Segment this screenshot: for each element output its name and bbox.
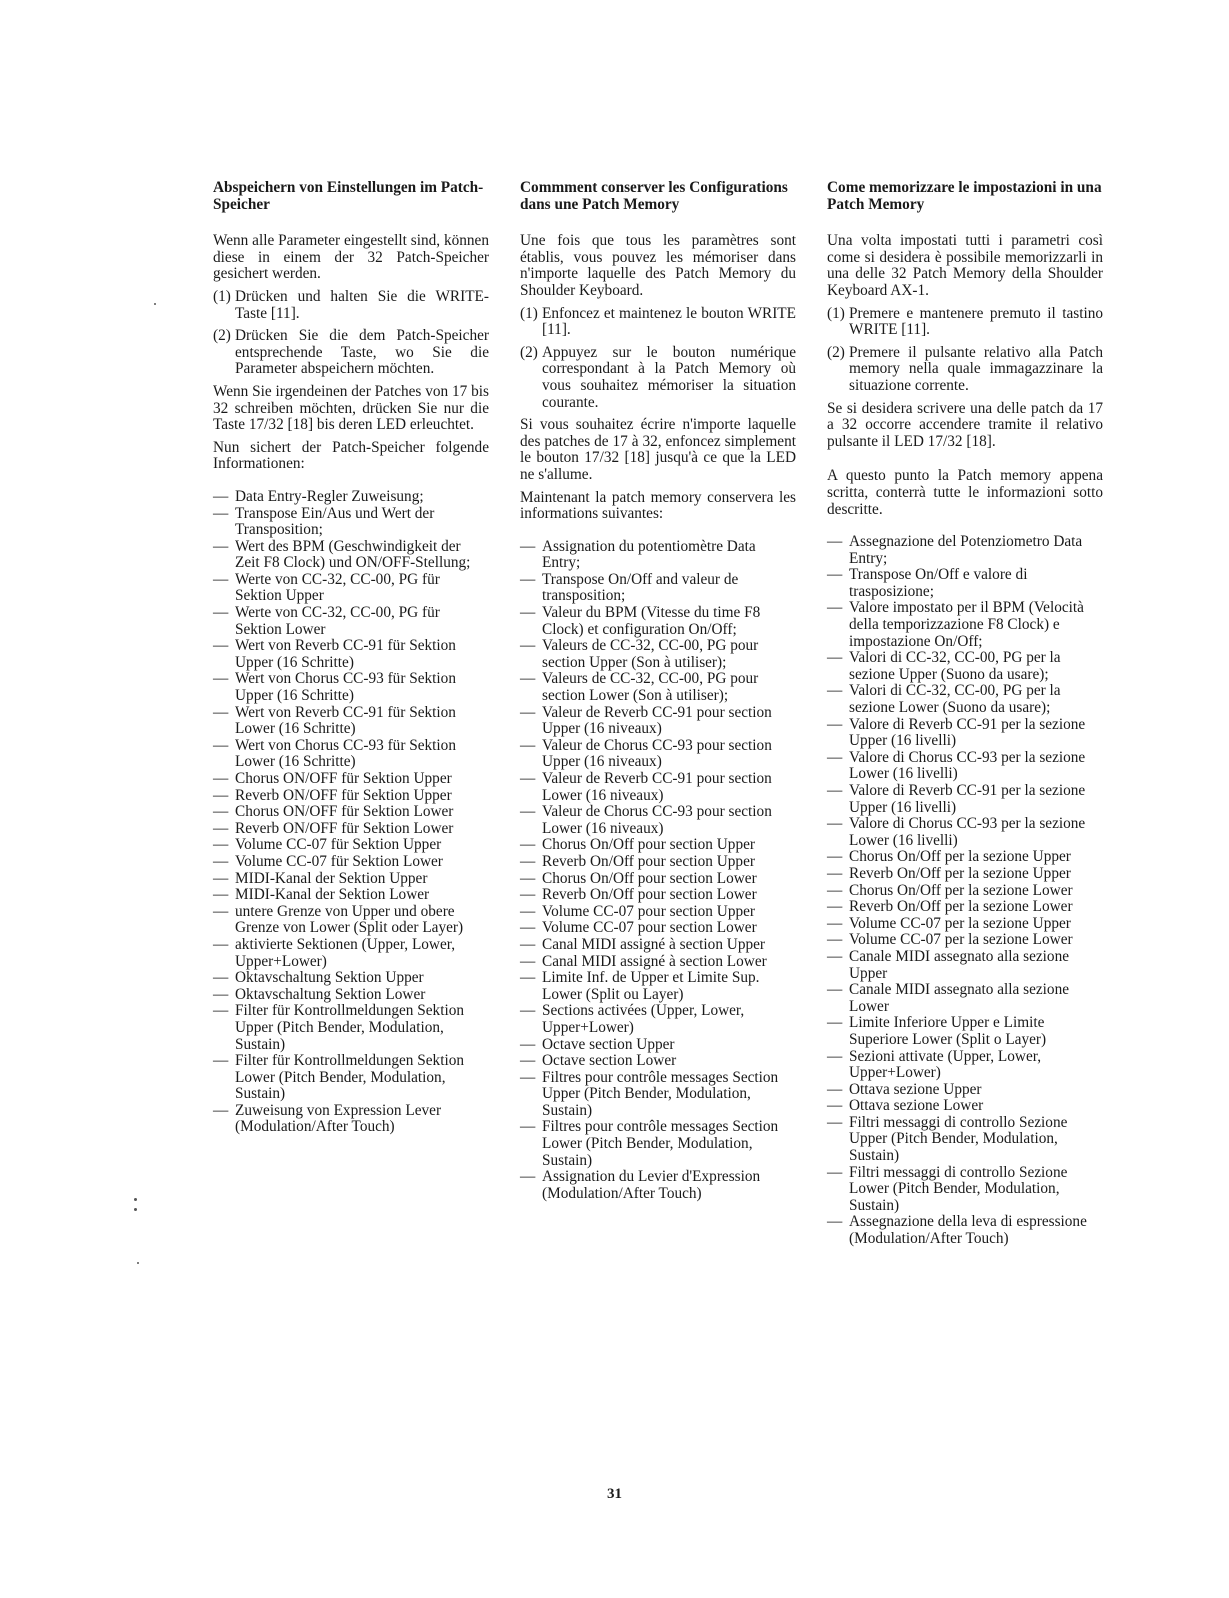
list-item: — Octave section Lower — [520, 1053, 796, 1070]
list-item: — Reverb On/Off pour section Lower — [520, 887, 796, 904]
list-item: — Canal MIDI assigné à section Lower — [520, 954, 796, 971]
list-item: — Volume CC-07 per la sezione Upper — [827, 916, 1103, 933]
list-item: — Valore di Reverb CC-91 per la sezione Upper (16 livelli) — [827, 717, 1103, 750]
list-item: — Filtres pour contrôle messages Section Lower (Pitch Bender, Modulation, Sustain) — [520, 1119, 796, 1169]
info-list — [213, 489, 489, 1136]
list-item: — Reverb ON/OFF für Sektion Upper — [213, 788, 489, 805]
list-item: — Transpose Ein/Aus und Wert der Transposition; — [213, 506, 489, 539]
step-number: (1) — [827, 304, 845, 322]
list-item: — Werte von CC-32, CC-00, PG für Sektion Upper — [213, 572, 489, 605]
page-number: 31 — [607, 1486, 622, 1502]
list-item: — Filter für Kontrollmeldungen Sektion Upper (Pitch Bender, Modulation, Sustain) — [213, 1003, 489, 1053]
note-paragraph: Wenn Sie irgendeinen der Patches von 17 bis 32 schreiben möchten, drücken Sie nur die Taste 17/32 [18] bis deren LED erleuchtet. — [213, 382, 489, 434]
list-item: — Filtri messaggi di controllo Sezione Upper (Pitch Bender, Modulation, Sustain) — [827, 1115, 1103, 1165]
list-item: — Canale MIDI assegnato alla sezione Lower — [827, 982, 1103, 1015]
list-item: — MIDI-Kanal der Sektion Lower — [213, 887, 489, 904]
section-title: Come memorizzare le impostazioni in una Patch Memory — [827, 179, 1102, 213]
intro-paragraph: Wenn alle Parameter eingestellt sind, können diese in einem der 32 Patch-Speicher gesichert werden. — [213, 232, 489, 283]
list-item: — Valeur du BPM (Vitesse du time F8 Clock) et configuration On/Off; — [520, 605, 796, 638]
list-item: — Volume CC-07 pour section Upper — [520, 904, 796, 921]
step-number: (2) — [520, 343, 538, 361]
section-title: Abspeichern von Einstellungen im Patch-Speicher — [213, 179, 484, 213]
list-item: — Reverb ON/OFF für Sektion Lower — [213, 821, 489, 838]
list-item: — Canale MIDI assegnato alla sezione Upper — [827, 949, 1103, 982]
list-item: — Assegnazione del Potenziometro Data Entry; — [827, 534, 1103, 567]
list-item: — Chorus On/Off per la sezione Upper — [827, 849, 1103, 866]
list-item: — Ottava sezione Lower — [827, 1098, 1103, 1115]
step-item — [520, 345, 796, 411]
step-item — [213, 328, 489, 378]
step-item — [520, 306, 796, 339]
list-item: — Valore di Chorus CC-93 per la sezione Lower (16 livelli) — [827, 750, 1103, 783]
list-item: — Wert von Reverb CC-91 für Sektion Lower (16 Schritte) — [213, 705, 489, 738]
list-item: — Chorus ON/OFF für Sektion Upper — [213, 771, 489, 788]
list-item: — Werte von CC-32, CC-00, PG für Sektion Lower — [213, 605, 489, 638]
section-title: Commment conserver les Configurations dans une Patch Memory — [520, 179, 788, 213]
list-item: — Valori di CC-32, CC-00, PG per la sezione Lower (Suono da usare); — [827, 683, 1103, 716]
list-item: — Oktavschaltung Sektion Upper — [213, 970, 489, 987]
list-item: — Chorus On/Off per la sezione Lower — [827, 883, 1103, 900]
list-item: — Assignation du potentiomètre Data Entry; — [520, 539, 796, 572]
list-item: — Chorus On/Off pour section Lower — [520, 871, 796, 888]
list-item: — Wert von Reverb CC-91 für Sektion Upper (16 Schritte) — [213, 638, 489, 671]
list-item: — Transpose On/Off and valeur de transposition; — [520, 572, 796, 605]
list-item: — Volume CC-07 für Sektion Lower — [213, 854, 489, 871]
list-item: — Limite Inferiore Upper e Limite Superiore Lower (Split o Layer) — [827, 1015, 1103, 1048]
list-item: — Sezioni attivate (Upper, Lower, Upper+Lower) — [827, 1049, 1103, 1082]
list-item: — Wert von Chorus CC-93 für Sektion Upper (16 Schritte) — [213, 671, 489, 704]
list-item: — Valore di Reverb CC-91 per la sezione Upper (16 livelli) — [827, 783, 1103, 816]
list-item: — Canal MIDI assigné à section Upper — [520, 937, 796, 954]
list-item: — Valore impostato per il BPM (Velocità della temporizzazione F8 Clock) e impostazione On/Off; — [827, 600, 1103, 650]
intro-paragraph: Una volta impostati tutti i parametri così come si desidera è possibile memorizzarli in una delle 32 Patch Memory della Shoulder Keyboard AX-1. — [827, 232, 1103, 299]
intro-paragraph: Une fois que tous les paramètres sont établis, vous pouvez les mémoriser dans n'importe laquelle des Patch Memory du Shoulder Keyboard. — [520, 232, 796, 299]
list-item: — Transpose On/Off e valore di trasposizione; — [827, 567, 1103, 600]
step-text: Drücken und halten Sie die WRITE-Taste [11]. — [235, 287, 489, 322]
list-item: — Valori di CC-32, CC-00, PG per la sezione Upper (Suono da usare); — [827, 650, 1103, 683]
list-item: — Filter für Kontrollmeldungen Sektion Lower (Pitch Bender, Modulation, Sustain) — [213, 1053, 489, 1103]
lead-paragraph: A questo punto la Patch memory appena scritta, conterrà tutte le informazioni sotto descritte. — [827, 467, 1103, 518]
list-item: — Volume CC-07 für Sektion Upper — [213, 837, 489, 854]
list-item: — Ottava sezione Upper — [827, 1082, 1103, 1099]
step-number: (2) — [827, 343, 845, 361]
scan-speck — [134, 1208, 137, 1211]
list-item: — Assignation du Levier d'Expression (Modulation/After Touch) — [520, 1169, 796, 1202]
list-item: — Data Entry-Regler Zuweisung; — [213, 489, 489, 506]
list-item: — Zuweisung von Expression Lever (Modulation/After Touch) — [213, 1103, 489, 1136]
list-item: — Reverb On/Off per la sezione Lower — [827, 899, 1103, 916]
step-number: (1) — [520, 304, 538, 322]
step-text: Appuyez sur le bouton numérique correspondant à la Patch Memory où vous souhaitez mémoriser la situation courante. — [542, 343, 796, 411]
list-item: — Octave section Upper — [520, 1037, 796, 1054]
step-item — [827, 306, 1103, 339]
list-item: — Chorus On/Off pour section Upper — [520, 837, 796, 854]
column-french — [520, 180, 796, 1202]
list-item: — Valeur de Chorus CC-93 pour section Lower (16 niveaux) — [520, 804, 796, 837]
step-text: Drücken Sie die dem Patch-Speicher entsprechende Taste, wo Sie die Parameter abspeichern möchten. — [235, 327, 489, 378]
list-item: — Assegnazione della leva di espressione (Modulation/After Touch) — [827, 1214, 1103, 1247]
column-german — [213, 180, 489, 1136]
info-list — [520, 539, 796, 1203]
step-item — [213, 289, 489, 322]
steps-list — [827, 306, 1103, 395]
step-item — [827, 345, 1103, 395]
list-item: — Wert des BPM (Geschwindigkeit der Zeit F8 Clock) und ON/OFF-Stellung; — [213, 539, 489, 572]
lead-paragraph: Maintenant la patch memory conservera les informations suivantes: — [520, 488, 796, 523]
list-item: — aktivierte Sektionen (Upper, Lower, Upper+Lower) — [213, 937, 489, 970]
scan-speck — [134, 1198, 137, 1201]
info-list — [827, 534, 1103, 1248]
step-number: (1) — [213, 287, 231, 305]
list-item: — Filtres pour contrôle messages Section Upper (Pitch Bender, Modulation, Sustain) — [520, 1070, 796, 1120]
step-text: Premere e mantenere premuto il tastino WRITE [11]. — [849, 304, 1103, 339]
step-number: (2) — [213, 327, 231, 345]
list-item: — Limite Inf. de Upper et Limite Sup. Lower (Split ou Layer) — [520, 970, 796, 1003]
list-item: — Wert von Chorus CC-93 für Sektion Lower (16 Schritte) — [213, 738, 489, 771]
list-item: — Filtri messaggi di controllo Sezione Lower (Pitch Bender, Modulation, Sustain) — [827, 1165, 1103, 1215]
note-paragraph: Se si desidera scrivere una delle patch da 17 a 32 occorre accendere tramite il relativo pulsante il LED 17/32 [18]. — [827, 399, 1103, 450]
list-item: — Reverb On/Off pour section Upper — [520, 854, 796, 871]
list-item: — Sections activées (Upper, Lower, Upper+Lower) — [520, 1003, 796, 1036]
steps-list — [520, 306, 796, 412]
steps-list — [213, 289, 489, 378]
list-item: — Valeur de Chorus CC-93 pour section Upper (16 niveaux) — [520, 738, 796, 771]
list-item: — Reverb On/Off per la sezione Upper — [827, 866, 1103, 883]
list-item: — MIDI-Kanal der Sektion Upper — [213, 871, 489, 888]
step-text: Enfoncez et maintenez le bouton WRITE [11]. — [542, 304, 796, 339]
list-item: — Valeur de Reverb CC-91 pour section Upper (16 niveaux) — [520, 705, 796, 738]
list-item: — Valeurs de CC-32, CC-00, PG pour section Upper (Son à utiliser); — [520, 638, 796, 671]
column-italian — [827, 180, 1103, 1248]
list-item: — Valeur de Reverb CC-91 pour section Lower (16 niveaux) — [520, 771, 796, 804]
list-item: — Oktavschaltung Sektion Lower — [213, 987, 489, 1004]
scan-speck — [154, 303, 156, 305]
note-paragraph: Si vous souhaitez écrire n'importe laquelle des patches de 17 à 32, enfoncez simplement le bouton 17/32 [18] jusqu'à ce que la LED ne s'allume. — [520, 416, 796, 483]
scan-speck — [137, 1262, 139, 1264]
list-item: — Volume CC-07 per la sezione Lower — [827, 932, 1103, 949]
list-item: — Volume CC-07 pour section Lower — [520, 920, 796, 937]
list-item: — Valore di Chorus CC-93 per la sezione Lower (16 livelli) — [827, 816, 1103, 849]
list-item: — Chorus ON/OFF für Sektion Lower — [213, 804, 489, 821]
list-item: — untere Grenze von Upper und obere Grenze von Lower (Split oder Layer) — [213, 904, 489, 937]
lead-paragraph: Nun sichert der Patch-Speicher folgende Informationen: — [213, 438, 489, 473]
step-text: Premere il pulsante relativo alla Patch memory nella quale immagazzinare la situazione corrente. — [849, 343, 1103, 394]
list-item: — Valeurs de CC-32, CC-00, PG pour section Lower (Son à utiliser); — [520, 671, 796, 704]
